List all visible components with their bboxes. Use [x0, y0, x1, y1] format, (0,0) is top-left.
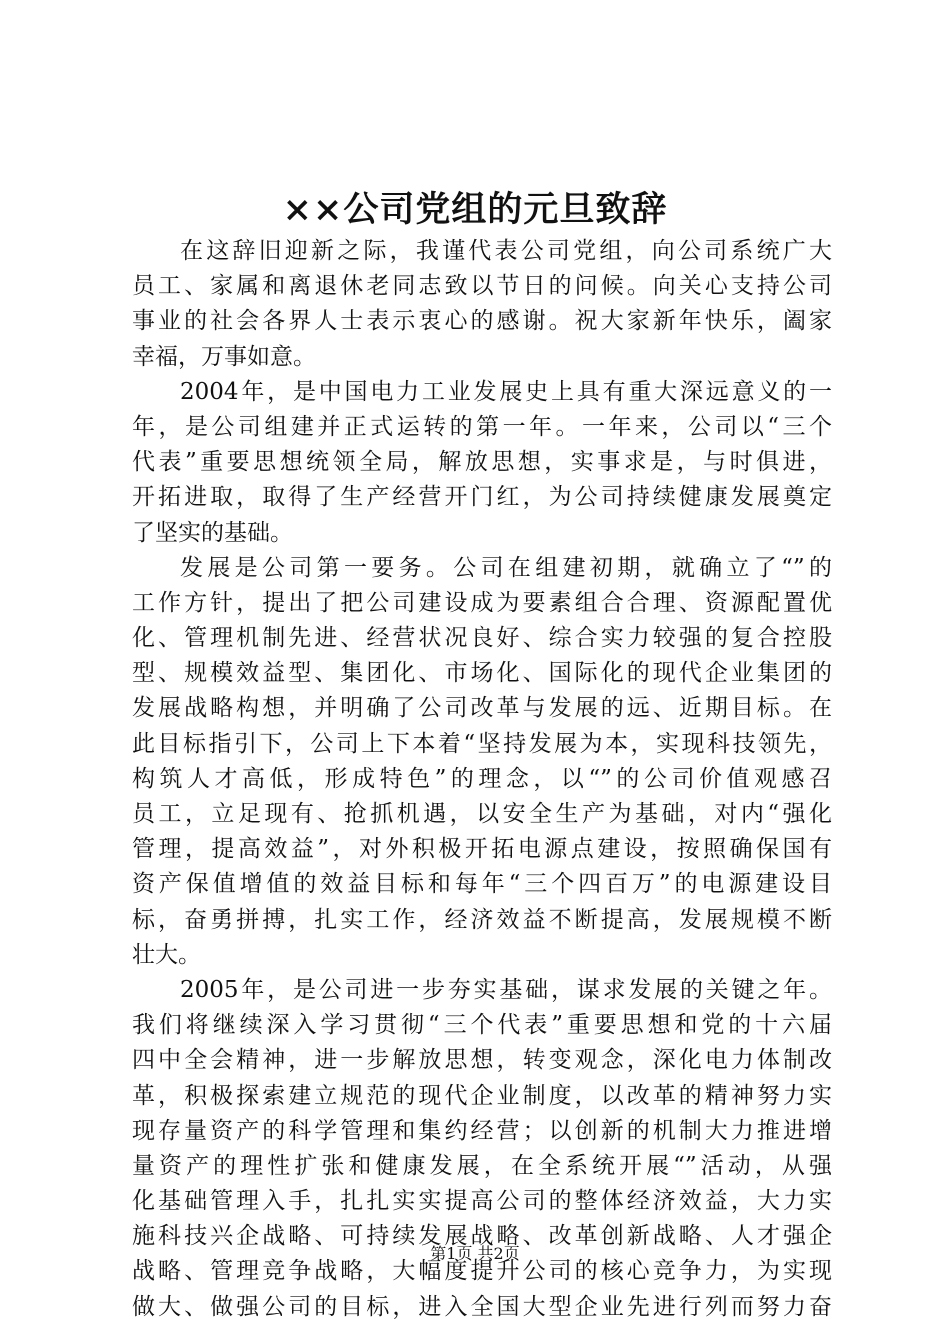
- text-line: 此目标指引下，公司上下本着“坚持发展为本，实现科技领先，: [132, 730, 832, 757]
- text-line: 发展战略构想，并明确了公司改革与发展的远、近期目标。在: [132, 695, 832, 722]
- document-title: ××公司党组的元旦致辞: [282, 189, 668, 230]
- document-body: [132, 234, 832, 1325]
- text-line: 员工，立足现有、抢抓机遇，以安全生产为基础，对内“强化: [132, 801, 832, 827]
- text-line: 工作方针，提出了把公司建设成为要素组合合理、资源配置优: [132, 589, 832, 616]
- text-line: 型、规模效益型、集团化、市场化、国际化的现代企业集团的: [132, 660, 832, 687]
- text-line: 管理，提高效益”，对外积极开拓电源点建设，按照确保国有: [132, 836, 832, 863]
- text-line: 开拓进取，取得了生产经营开门红，为公司持续健康发展奠定: [132, 484, 832, 511]
- text-line: 壮大。: [132, 941, 201, 968]
- text-line: 事业的社会各界人士表示衷心的感谢。祝大家新年快乐，阖家: [132, 308, 832, 335]
- text-line: 标，奋勇拼搏，扎实工作，经济效益不断提高，发展规模不断: [132, 906, 832, 933]
- text-line: 2004年，是中国电力工业发展史上具有重大深远意义的一: [180, 378, 832, 405]
- page-footer: 第1页 共2页: [430, 1244, 520, 1263]
- text-line: 施科技兴企战略、可持续发展战略、改革创新战略、人才强企: [132, 1223, 832, 1250]
- text-line: 构筑人才高低，形成特色”的理念，以“”的公司价值观感召: [132, 765, 832, 792]
- text-line: 四中全会精神，进一步解放思想，转变观念，深化电力体制改: [132, 1047, 832, 1074]
- text-line: 战略、管理竞争战略，大幅度提升公司的核心竞争力，为实现: [132, 1258, 832, 1285]
- text-line: 量资产的理性扩张和健康发展，在全系统开展“”活动，从强: [132, 1152, 832, 1179]
- text-line: 我们将继续深入学习贯彻“三个代表”重要思想和党的十六届: [132, 1012, 832, 1039]
- text-line: 化基础管理入手，扎扎实实提高公司的整体经济效益，大力实: [132, 1188, 832, 1215]
- text-line: 发展是公司第一要务。公司在组建初期，就确立了“”的: [180, 554, 832, 581]
- text-line: 年，是公司组建并正式运转的第一年。一年来，公司以“三个: [132, 413, 832, 440]
- text-line: 代表”重要思想统领全局，解放思想，实事求是，与时俱进，: [132, 449, 832, 476]
- text-line: 资产保值增值的效益目标和每年“三个四百万”的电源建设目: [132, 871, 832, 898]
- text-line: 了坚实的基础。: [132, 519, 293, 546]
- text-line: 现存量资产的科学管理和集约经营；以创新的机制大力推进增: [132, 1117, 832, 1144]
- text-line: 员工、家属和离退休老同志致以节日的问候。向关心支持公司: [132, 273, 832, 300]
- text-line: 幸福，万事如意。: [132, 343, 316, 370]
- text-line: 在这辞旧迎新之际，我谨代表公司党组，向公司系统广大: [180, 238, 832, 264]
- text-line: 革，积极探索建立规范的现代企业制度，以改革的精神努力实: [132, 1082, 832, 1109]
- text-line: 化、管理机制先进、经营状况良好、综合实力较强的复合控股: [132, 625, 832, 652]
- text-line: 2005年，是公司进一步夯实基础，谋求发展的关键之年。: [180, 976, 832, 1003]
- text-line: 做大、做强公司的目标，进入全国大型企业先进行列而努力奋: [132, 1293, 832, 1320]
